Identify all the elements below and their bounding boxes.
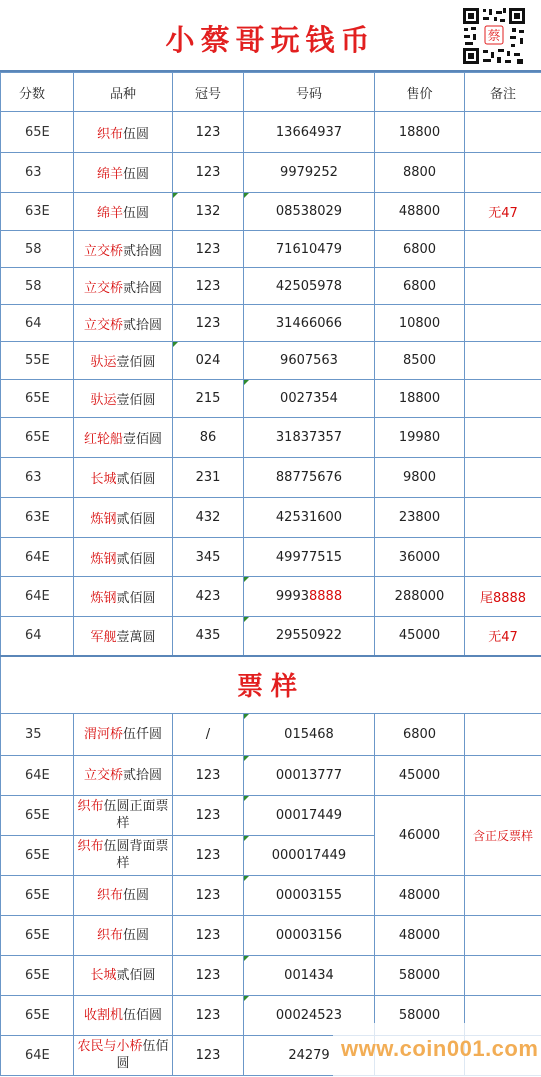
variety-highlight: 驮运 [90,393,117,408]
serial-cell [244,458,375,498]
variety-denomination: 伍圆正面票样 [103,799,169,831]
grade-cell: 65E [1,112,74,153]
serial-number: 88775676 [275,470,343,485]
prefix-cell: 123 [173,268,244,305]
note-cell [465,231,541,268]
qr-code-icon [461,6,527,66]
variety-cell [74,268,173,305]
serial-cell [244,305,375,342]
serial-cell [244,153,375,193]
price-cell: 10800 [375,305,465,342]
note-cell [465,955,541,995]
serial-cell: 24279 [244,1035,375,1075]
price-cell: 18800 [375,112,465,153]
prefix-cell: 024 [173,342,244,380]
table-row [1,231,541,268]
prefix-cell: 123 [173,995,244,1035]
note-cell [465,915,541,955]
price-cell: 46000 [375,795,465,875]
serial-number: 31837357 [275,430,343,445]
serial-number: 9979252 [280,165,338,180]
table-row [1,193,541,231]
variety-highlight: 立交桥 [83,317,123,333]
variety-cell [74,835,173,875]
variety-cell [74,1035,173,1075]
note-cell [465,268,541,305]
prefix-cell: 123 [173,305,244,342]
column-header: 品种 [74,73,173,112]
variety-denomination: 壹萬圆 [116,630,156,646]
grade-cell: 63E [1,193,74,231]
variety-denomination: 贰拾圆 [123,317,163,333]
specimen-row [1,795,541,835]
table-row [1,498,541,538]
grade-cell: 55E [1,342,74,380]
grade-cell: 58 [1,268,74,305]
prefix-cell: 123 [173,755,244,795]
price-cell: 45000 [375,755,465,795]
serial-cell: 00003156 [244,915,375,955]
variety-denomination: 伍仟圆 [123,726,163,742]
prefix-cell: 215 [173,380,244,418]
price-cell: 8500 [375,342,465,380]
variety-cell [74,875,173,915]
serial-cell: 000017449 [244,835,375,875]
variety-denomination: 贰佰圆 [116,472,156,487]
grade-cell: 64E [1,1035,74,1075]
variety-cell [74,112,173,153]
variety-highlight: 驮运 [90,355,117,370]
note-cell [465,875,541,915]
grade-cell: 65E [1,380,74,418]
variety-highlight: 织布 [77,839,104,854]
note-cell [465,755,541,795]
variety-highlight: 长城 [90,472,117,487]
prefix-cell: 432 [173,498,244,538]
variety-highlight: 织布 [96,927,123,943]
grade-cell: 65E [1,915,74,955]
variety-highlight: 绵羊 [96,167,123,182]
variety-denomination: 伍圆 [123,206,150,221]
variety-highlight: 农民与小桥 [77,1039,143,1054]
table-row [1,458,541,498]
prefix-cell: 123 [173,153,244,193]
grade-cell: 64E [1,755,74,795]
prefix-cell: 123 [173,875,244,915]
serial-cell [244,380,375,418]
variety-highlight: 军舰 [90,630,117,646]
serial-number: 0027354 [280,391,338,406]
price-cell: 18800 [375,380,465,418]
serial-number: 49977515 [275,549,343,565]
variety-denomination: 伍圆 [123,126,150,142]
table-row [1,268,541,305]
variety-denomination: 壹佰圆 [116,393,156,408]
serial-number: 31466066 [275,315,343,331]
variety-denomination: 伍圆 [123,167,150,182]
serial-number: 13664937 [275,124,343,140]
prefix-cell: 423 [173,577,244,617]
price-cell: 23800 [375,498,465,538]
table-row [1,305,541,342]
grade-cell: 35 [1,713,74,755]
serial-cell [244,193,375,231]
price-cell: 48000 [375,875,465,915]
serial-cell [244,112,375,153]
prefix-cell: 132 [173,193,244,231]
serial-cell: 00003155 [244,875,375,915]
grade-cell: 65E [1,995,74,1035]
variety-denomination: 贰拾圆 [123,767,163,783]
prefix-cell: 231 [173,458,244,498]
page-title: 小蔡哥玩钱币 [165,23,376,57]
serial-cell: 00013777 [244,755,375,795]
serial-number: 29550922 [275,628,343,644]
qr-badge: 蔡 [487,29,501,44]
variety-cell [74,380,173,418]
price-cell: 288000 [375,577,465,617]
variety-cell [74,153,173,193]
prefix-cell: 123 [173,915,244,955]
grade-cell: 65E [1,795,74,835]
prefix-cell: 123 [173,112,244,153]
specimen-row [1,955,541,995]
table-row [1,342,541,380]
variety-denomination: 贰佰圆 [116,512,156,527]
price-cell: 9800 [375,458,465,498]
prefix-cell: 86 [173,418,244,458]
note-cell [465,458,541,498]
specimen-row [1,915,541,955]
variety-cell [74,795,173,835]
variety-denomination: 壹佰圆 [116,355,156,370]
column-header: 号码 [244,73,375,112]
variety-cell [74,577,173,617]
serial-cell: 00017449 [244,795,375,835]
variety-denomination: 伍佰圆 [123,1007,163,1023]
column-header: 分数 [1,73,74,112]
table-row [1,617,541,656]
serial-cell [244,577,375,617]
specimen-row [1,875,541,915]
variety-cell [74,755,173,795]
serial-number: 42505978 [275,278,343,294]
table-row [1,418,541,458]
note-cell [465,342,541,380]
grade-cell: 64 [1,617,74,656]
variety-cell [74,915,173,955]
variety-cell [74,342,173,380]
variety-cell [74,713,173,755]
prefix-cell: 123 [173,1035,244,1075]
note-cell: 无47 [465,193,541,231]
serial-number: 9607563 [280,353,338,368]
variety-denomination: 伍圆背面票样 [103,839,169,871]
serial-cell: 001434 [244,955,375,995]
price-cell: 6800 [375,713,465,755]
variety-highlight: 织布 [77,799,104,814]
grade-cell: 64E [1,577,74,617]
variety-denomination: 贰佰圆 [116,551,156,567]
column-header: 售价 [375,73,465,112]
note-cell: 含正反票样 [465,795,541,875]
note-cell [465,498,541,538]
grade-cell: 65E [1,875,74,915]
serial-number: 42531600 [275,510,343,525]
variety-highlight: 炼钢 [90,551,117,567]
prefix-cell: / [173,713,244,755]
table-header-row [1,73,541,112]
variety-highlight: 渭河桥 [83,726,123,742]
grade-cell: 64E [1,538,74,577]
note-cell [465,153,541,193]
variety-cell [74,305,173,342]
section-heading-row [1,656,541,714]
grade-cell: 65E [1,835,74,875]
variety-cell [74,995,173,1035]
note-cell [465,713,541,755]
price-cell: 6800 [375,231,465,268]
price-cell: 48800 [375,193,465,231]
serial-cell [244,617,375,656]
price-cell: 58000 [375,955,465,995]
serial-cell [244,231,375,268]
grade-cell: 63 [1,153,74,193]
variety-cell [74,418,173,458]
note-cell: 尾8888 [465,577,541,617]
variety-highlight: 炼钢 [90,591,117,606]
grade-cell: 63 [1,458,74,498]
coin-price-table [0,72,541,1076]
serial-highlight: 8888 [309,589,343,604]
variety-cell [74,955,173,995]
variety-cell [74,458,173,498]
variety-cell [74,538,173,577]
watermark-text: www.coin001.com [341,1036,539,1061]
price-cell: 8800 [375,153,465,193]
table-row [1,577,541,617]
grade-cell: 65E [1,418,74,458]
variety-highlight: 织布 [96,126,123,142]
page-header [0,0,541,72]
grade-cell: 63E [1,498,74,538]
grade-cell: 58 [1,231,74,268]
serial-cell [244,268,375,305]
serial-cell: 00024523 [244,995,375,1035]
variety-denomination: 壹佰圆 [123,432,163,447]
column-header: 冠号 [173,73,244,112]
variety-cell [74,498,173,538]
prefix-cell: 435 [173,617,244,656]
variety-denomination: 伍佰圆 [116,1039,169,1071]
serial-cell: 015468 [244,713,375,755]
variety-denomination: 贰佰圆 [116,967,156,983]
specimen-row [1,713,541,755]
note-cell [465,305,541,342]
serial-cell [244,342,375,380]
serial-cell [244,538,375,577]
specimen-row [1,755,541,795]
column-header: 备注 [465,73,541,112]
table-row [1,538,541,577]
price-cell: 48000 [375,915,465,955]
variety-denomination: 伍圆 [123,887,150,903]
variety-highlight: 绵羊 [96,206,123,221]
note-cell [465,112,541,153]
prefix-cell: 123 [173,231,244,268]
serial-cell [244,498,375,538]
note-cell [465,538,541,577]
serial-cell [244,418,375,458]
variety-highlight: 炼钢 [90,512,117,527]
price-cell: 6800 [375,268,465,305]
table-row [1,112,541,153]
price-cell: 58000 [375,995,465,1035]
variety-highlight: 收割机 [83,1007,123,1023]
note-cell [465,418,541,458]
variety-denomination: 伍圆 [123,927,150,943]
variety-cell [74,231,173,268]
note-cell [465,380,541,418]
variety-highlight: 红轮船 [83,432,123,447]
variety-cell [74,617,173,656]
grade-cell: 65E [1,955,74,995]
variety-cell [74,193,173,231]
variety-highlight: 立交桥 [83,767,123,783]
section-heading: 票样 [1,656,541,714]
price-cell: 45000 [375,617,465,656]
variety-highlight: 织布 [96,887,123,903]
table-row [1,153,541,193]
serial-number: 71610479 [275,241,343,257]
variety-highlight: 立交桥 [83,243,123,259]
serial-number: 9993 [275,589,309,604]
variety-denomination: 贰拾圆 [123,243,163,259]
prefix-cell: 123 [173,795,244,835]
prefix-cell: 123 [173,835,244,875]
table-row [1,380,541,418]
serial-number: 08538029 [275,204,343,219]
note-cell: 无47 [465,617,541,656]
variety-denomination: 贰拾圆 [123,280,163,296]
grade-cell: 64 [1,305,74,342]
price-cell: 36000 [375,538,465,577]
prefix-cell: 123 [173,955,244,995]
variety-denomination: 贰佰圆 [116,591,156,606]
variety-highlight: 立交桥 [83,280,123,296]
price-cell: 19980 [375,418,465,458]
prefix-cell: 345 [173,538,244,577]
variety-highlight: 长城 [90,967,117,983]
